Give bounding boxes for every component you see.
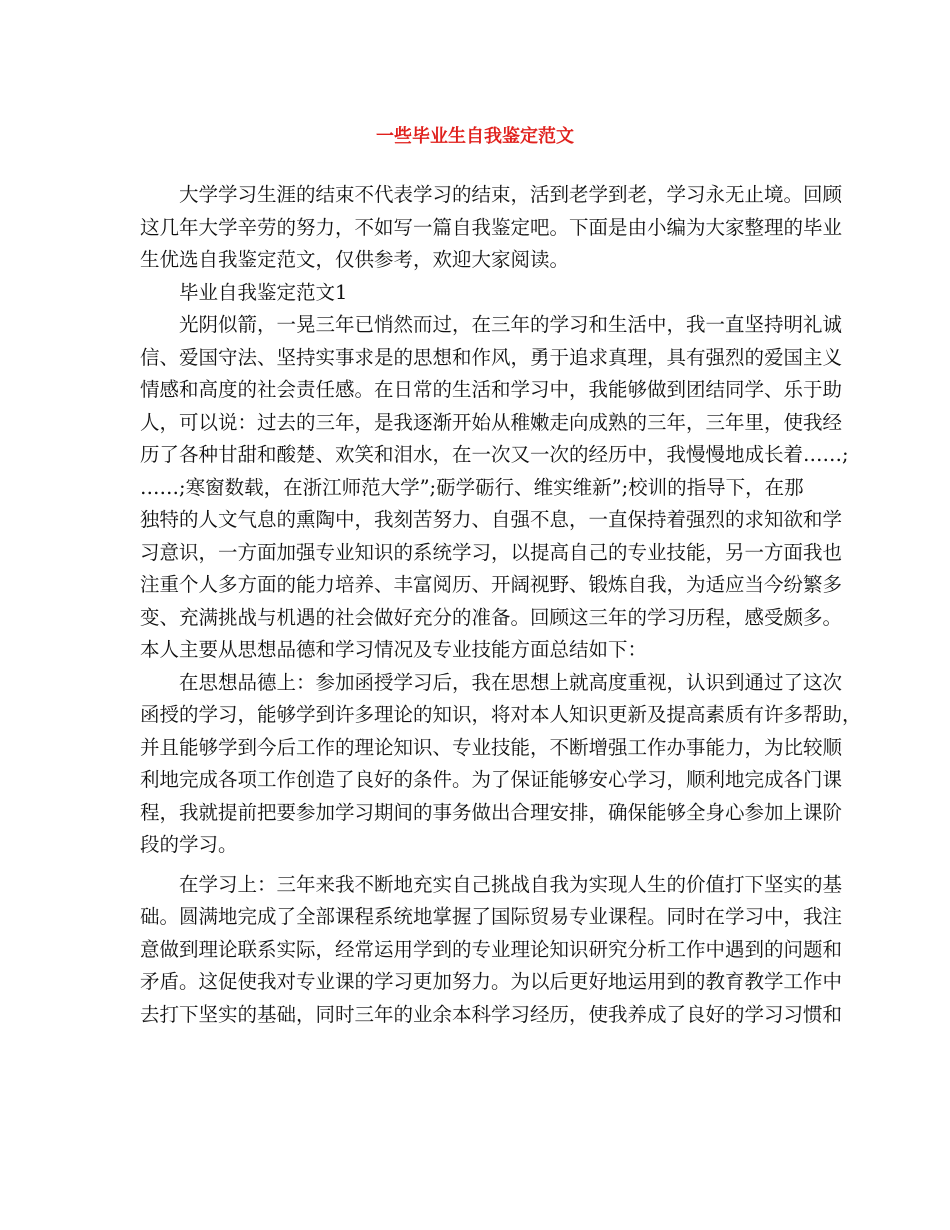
text-line: 本人主要从思想品德和学习情况及专业技能方面总结如下：: [140, 638, 648, 661]
text-line: 变、充满挑战与机遇的社会做好充分的准备。回顾这三年的学习历程，感受颇多。: [140, 605, 843, 629]
text-line: 段的学习。: [140, 833, 238, 856]
text-line: 注重个人多方面的能力培养、丰富阅历、开阔视野、锻炼自我，为适应当今纷繁多: [140, 573, 843, 596]
body-paragraph: [140, 667, 862, 862]
text-line: 意做到理论联系实际，经常运用学到的专业理论知识研究分析工作中遇到的问题和: [140, 937, 843, 961]
intro-paragraph: [140, 179, 843, 277]
text-line: 历了各种甘甜和酸楚、欢笑和泪水，在一次又一次的经历中，我慢慢地成长着……;: [140, 443, 849, 466]
text-line: 利地完成各项工作创造了良好的条件。为了保证能够安心学习，顺利地完成各门课: [140, 768, 843, 791]
body-paragraph: [140, 309, 849, 667]
section-heading: [140, 277, 822, 310]
text-line: 习意识，一方面加强专业知识的系统学习，以提高自己的专业技能，另一方面我也: [140, 540, 843, 564]
text-line: 大学学习生涯的结束不代表学习的结束，活到老学到老，学习永无止境。回顾: [179, 183, 843, 206]
text-line: 毕业自我鉴定范文1: [179, 280, 348, 304]
text-line: 信、爱国守法、坚持实事求是的思想和作风，勇于追求真理，具有强烈的爱国主义: [140, 345, 843, 369]
text-line: 矛盾。这促使我对专业课的学习更加努力。为以后更好地运用到的教育教学工作中: [140, 970, 843, 993]
text-line: 在学习上：三年来我不断地充实自己挑战自我为实现人生的价值打下坚实的基: [179, 872, 843, 896]
text-line: 人，可以说：过去的三年，是我逐渐开始从稚嫩走向成熟的三年，三年里，使我经: [140, 410, 843, 434]
body-paragraph: [140, 869, 843, 1032]
text-line: 并且能够学到今后工作的理论知识、专业技能，不断增强工作办事能力，为比较顺: [140, 735, 843, 759]
text-line: 程，我就提前把要参加学习期间的事务做出合理安排，确保能够全身心参加上课阶: [140, 800, 843, 824]
text-line: ……;寒窗数载，在浙江师范大学”;砺学砺行、维实维新”;校训的指导下，在那: [140, 475, 804, 499]
text-line: 础。圆满地完成了全部课程系统地掌握了国际贸易专业课程。同时在学习中，我注: [140, 905, 843, 928]
text-line: 这几年大学辛劳的努力，不如写一篇自我鉴定吧。下面是由小编为大家整理的毕业: [140, 215, 843, 239]
text-line: 光阴似箭，一晃三年已悄然而过，在三年的学习和生活中，我一直坚持明礼诚: [179, 313, 843, 336]
document-title: 一些毕业生自我鉴定范文: [376, 126, 574, 147]
text-line: 情感和高度的社会责任感。在日常的生活和学习中，我能够做到团结同学、乐于助: [140, 378, 843, 401]
text-line: 函授的学习，能够学到许多理论的知识，将对本人知识更新及提高素质有许多帮助，: [140, 703, 862, 726]
text-line: 生优选自我鉴定范文，仅供参考，欢迎大家阅读。: [140, 248, 570, 271]
text-line: 去打下坚实的基础，同时三年的业余本科学习经历，使我养成了良好的学习习惯和: [140, 1002, 843, 1026]
document-body: [140, 179, 862, 1031]
text-line: 独特的人文气息的熏陶中，我刻苦努力、自强不息，一直保持着强烈的求知欲和学: [140, 508, 843, 531]
text-line: 在思想品德上：参加函授学习后，我在思想上就高度重视，认识到通过了这次: [179, 670, 843, 694]
